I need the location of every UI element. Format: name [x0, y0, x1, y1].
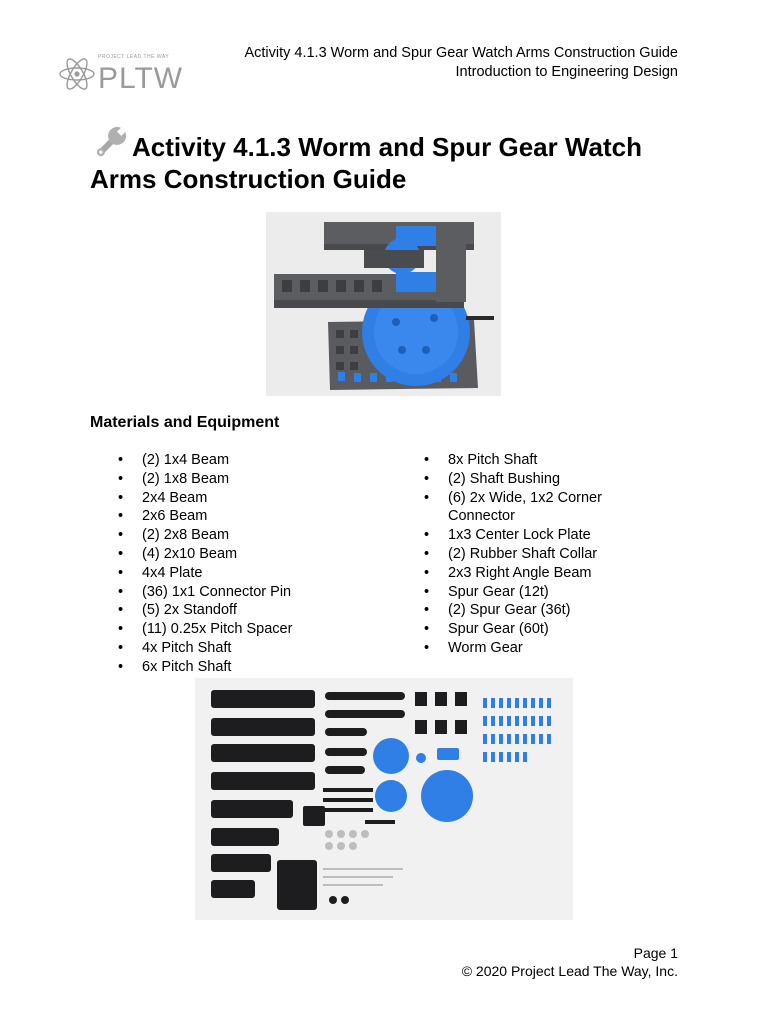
list-item: • 2x6 Beam	[118, 507, 292, 526]
list-item: • Spur Gear (12t)	[424, 583, 624, 602]
list-item: • (2) Spur Gear (36t)	[424, 601, 624, 620]
list-item: • 4x4 Plate	[118, 564, 292, 583]
wrench-icon	[90, 124, 130, 162]
atom-icon	[58, 52, 96, 96]
list-item: • (2) Rubber Shaft Collar	[424, 545, 624, 564]
materials-heading: Materials and Equipment	[90, 414, 280, 431]
list-item: • (2) 1x8 Beam	[118, 470, 292, 489]
list-item: • (2) 1x4 Beam	[118, 451, 292, 470]
page-title-heading	[90, 124, 690, 195]
list-item: • 6x Pitch Shaft	[118, 658, 292, 677]
page-title: Activity 4.1.3 Worm and Spur Gear Watch Arms Construction Guide	[90, 132, 643, 194]
parts-layout-photo	[195, 678, 573, 920]
list-item: • (36) 1x1 Connector Pin	[118, 583, 292, 602]
list-item: • 2x3 Right Angle Beam	[424, 564, 624, 583]
header-course-name: Introduction to Engineering Design	[455, 64, 678, 80]
list-item: • 1x3 Center Lock Plate	[424, 526, 624, 545]
list-item: • (11) 0.25x Pitch Spacer	[118, 620, 292, 639]
materials-list-right	[424, 451, 624, 658]
document-footer	[462, 944, 678, 980]
pltw-logo	[58, 52, 184, 98]
list-item: • 8x Pitch Shaft	[424, 451, 624, 470]
document-header	[244, 44, 678, 82]
logo-tagline: PROJECT LEAD THE WAY	[98, 54, 170, 60]
list-item: • (5) 2x Standoff	[118, 601, 292, 620]
list-item: • 4x Pitch Shaft	[118, 639, 292, 658]
copyright-notice: © 2020 Project Lead The Way, Inc.	[461, 963, 678, 979]
list-item: • (6) 2x Wide, 1x2 Corner Connector	[424, 489, 624, 527]
logo-wordmark: PLTW	[98, 62, 184, 95]
list-item: • (2) Shaft Bushing	[424, 470, 624, 489]
list-item: • (4) 2x10 Beam	[118, 545, 292, 564]
list-item: • Spur Gear (60t)	[424, 620, 624, 639]
assembled-watch-arms-photo	[266, 212, 501, 396]
title-block	[90, 124, 690, 195]
list-item: • 2x4 Beam	[118, 489, 292, 508]
header-activity-title: Activity 4.1.3 Worm and Spur Gear Watch Arms Construction Guide	[244, 45, 678, 61]
list-item: • Worm Gear	[424, 639, 624, 658]
list-item: • (2) 2x8 Beam	[118, 526, 292, 545]
page-number: Page 1	[633, 945, 678, 961]
materials-list-left	[118, 451, 292, 677]
